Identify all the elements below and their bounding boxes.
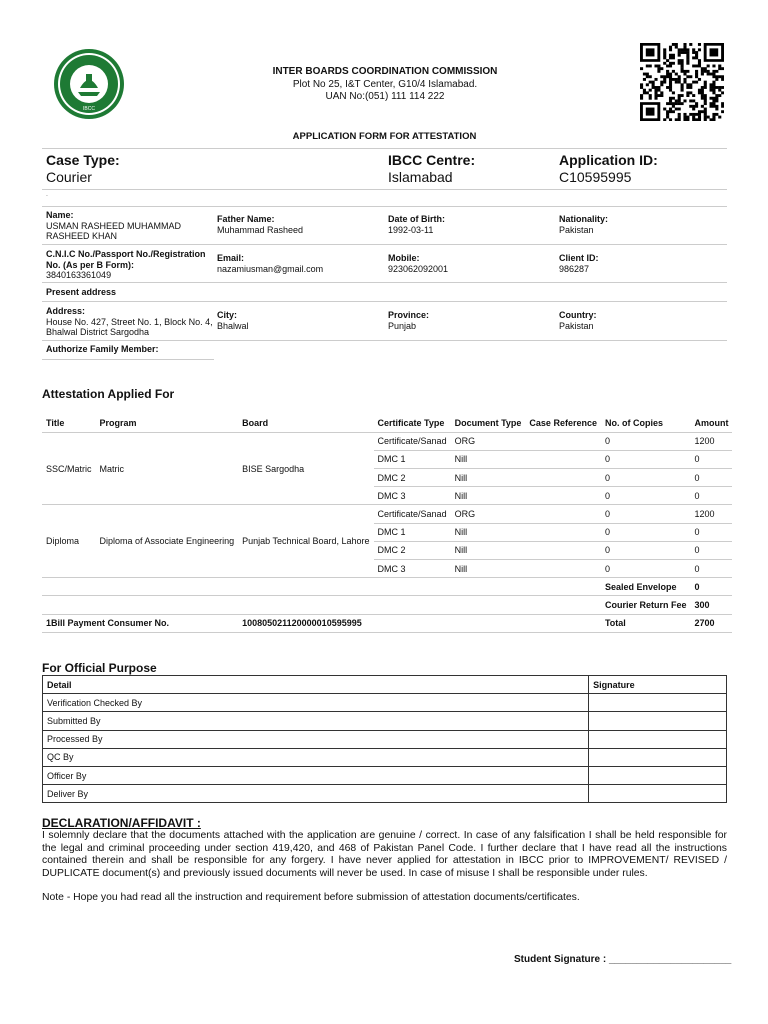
signature-cell bbox=[589, 730, 727, 748]
student-signature: Student Signature : ______________________ bbox=[514, 954, 732, 965]
col-case-reference: Case Reference bbox=[525, 414, 601, 432]
total-row: 1Bill Payment Consumer No. 100805021120000010595995 Total 2700 bbox=[42, 614, 732, 632]
signature-cell bbox=[589, 785, 727, 803]
city: City: Bhalwal bbox=[217, 310, 249, 331]
table-row: Diploma Diploma of Associate Engineering Punjab Technical Board, Lahore Certificate/Sanad ORG 0 1200 bbox=[42, 505, 732, 523]
col-board: Board bbox=[238, 414, 373, 432]
address-row bbox=[42, 302, 727, 341]
organization-name: INTER BOARDS COORDINATION COMMISSION bbox=[272, 66, 498, 77]
signature-cell bbox=[589, 748, 727, 766]
col-copies: No. of Copies bbox=[601, 414, 691, 432]
signature-cell bbox=[589, 712, 727, 730]
attestation-title: Attestation Applied For bbox=[42, 387, 175, 401]
client-id: Client ID: 986287 bbox=[559, 253, 599, 274]
applicant-row-1 bbox=[42, 207, 727, 245]
applicant-row-2 bbox=[42, 245, 727, 283]
case-info-row bbox=[42, 148, 727, 190]
nationality: Nationality: Pakistan bbox=[559, 214, 609, 235]
declaration-note: Note - Hope you had read all the instruction and requirement before submission of attestation documents/certificates. bbox=[42, 892, 580, 903]
signature-cell bbox=[589, 766, 727, 784]
province: Province: Punjab bbox=[388, 310, 430, 331]
table-row: DMC 1 Nill 0 0 bbox=[42, 523, 732, 541]
applicant-name: Name: USMAN RASHEED MUHAMMAD RASHEED KHAN bbox=[46, 210, 182, 241]
declaration-text: I solemnly declare that the documents attached with the application are genuine / correct. In case of any falsification I shall be held responsible for the legal and criminal proceeding under section 419,420, and 468 of Pakistan Panel Code. I further declare that I have read all the instructions contained therein and shall be responsible for any forgery. I have never applied for attestation in IBCC prior to IMPROVEMENT/ REVISED / DUPLICATE document(s) and previously issued documents will never be used. In case of misuse I shall be responsible under rules. bbox=[42, 830, 727, 879]
application-id: Application ID: C10595995 bbox=[559, 152, 658, 185]
present-address-label: Present address bbox=[46, 287, 117, 297]
col-title: Title bbox=[42, 414, 96, 432]
declaration-title: DECLARATION/AFFIDAVIT : bbox=[42, 816, 201, 830]
ibcc-centre: IBCC Centre: Islamabad bbox=[388, 152, 476, 185]
table-row: SSC/Matric Matric BISE Sargodha Certificate/Sanad ORG 0 1200 bbox=[42, 432, 732, 450]
signature-header: Signature bbox=[589, 676, 727, 694]
form-title: APPLICATION FORM FOR ATTESTATION bbox=[292, 131, 477, 142]
table-row: DMC 2 Nill 0 0 bbox=[42, 469, 732, 487]
present-address-row bbox=[42, 283, 727, 302]
detail-header: Detail bbox=[43, 676, 589, 694]
organization-address: Plot No 25, I&T Center, G10/4 Islamabad. bbox=[292, 78, 478, 90]
col-certificate-type: Certificate Type bbox=[374, 414, 451, 432]
email: Email: nazamiusman@gmail.com bbox=[217, 253, 324, 274]
table-row: DMC 2 Nill 0 0 bbox=[42, 541, 732, 559]
signature-cell bbox=[589, 694, 727, 712]
cnic-number: C.N.I.C No./Passport No./Registration No. (As per B Form): 3840163361049 bbox=[46, 249, 206, 280]
attestation-header-row bbox=[42, 414, 732, 432]
courier-fee-row: Courier Return Fee 300 bbox=[42, 596, 732, 614]
sealed-envelope-row: Sealed Envelope 0 bbox=[42, 578, 732, 596]
authorize-family-member: Authorize Family Member: bbox=[42, 341, 214, 360]
col-document-type: Document Type bbox=[451, 414, 526, 432]
spacer-row: . bbox=[42, 191, 727, 207]
table-row: DMC 3 Nill 0 0 bbox=[42, 560, 732, 578]
date-of-birth: Date of Birth: 1992-03-11 bbox=[388, 214, 445, 235]
qr-code bbox=[640, 43, 724, 121]
table-row: Submitted By bbox=[43, 712, 727, 730]
official-purpose-table bbox=[42, 675, 727, 803]
organization-uan: UAN No:(051) 111 114 222 bbox=[325, 91, 445, 102]
official-purpose-title: For Official Purpose bbox=[42, 661, 157, 675]
table-row: QC By bbox=[43, 748, 727, 766]
attestation-table bbox=[42, 414, 732, 633]
svg-text:IBCC: IBCC bbox=[83, 106, 95, 112]
col-program: Program bbox=[96, 414, 239, 432]
table-row: DMC 3 Nill 0 0 bbox=[42, 487, 732, 505]
table-row: Verification Checked By bbox=[43, 694, 727, 712]
col-amount: Amount bbox=[690, 414, 732, 432]
mobile: Mobile: 923062092001 bbox=[388, 253, 449, 274]
table-row: Officer By bbox=[43, 766, 727, 784]
ibcc-logo bbox=[50, 48, 128, 120]
father-name: Father Name: Muhammad Rasheed bbox=[217, 214, 304, 235]
country: Country: Pakistan bbox=[559, 310, 597, 331]
organization-header bbox=[200, 66, 570, 104]
table-row: Deliver By bbox=[43, 785, 727, 803]
case-type: Case Type: Courier bbox=[46, 152, 120, 185]
official-header-row bbox=[43, 676, 727, 694]
table-row: DMC 1 Nill 0 0 bbox=[42, 450, 732, 468]
address: Address: House No. 427, Street No. 1, Block No. 4, Bhalwal District Sargodha bbox=[46, 306, 213, 337]
table-row: Processed By bbox=[43, 730, 727, 748]
